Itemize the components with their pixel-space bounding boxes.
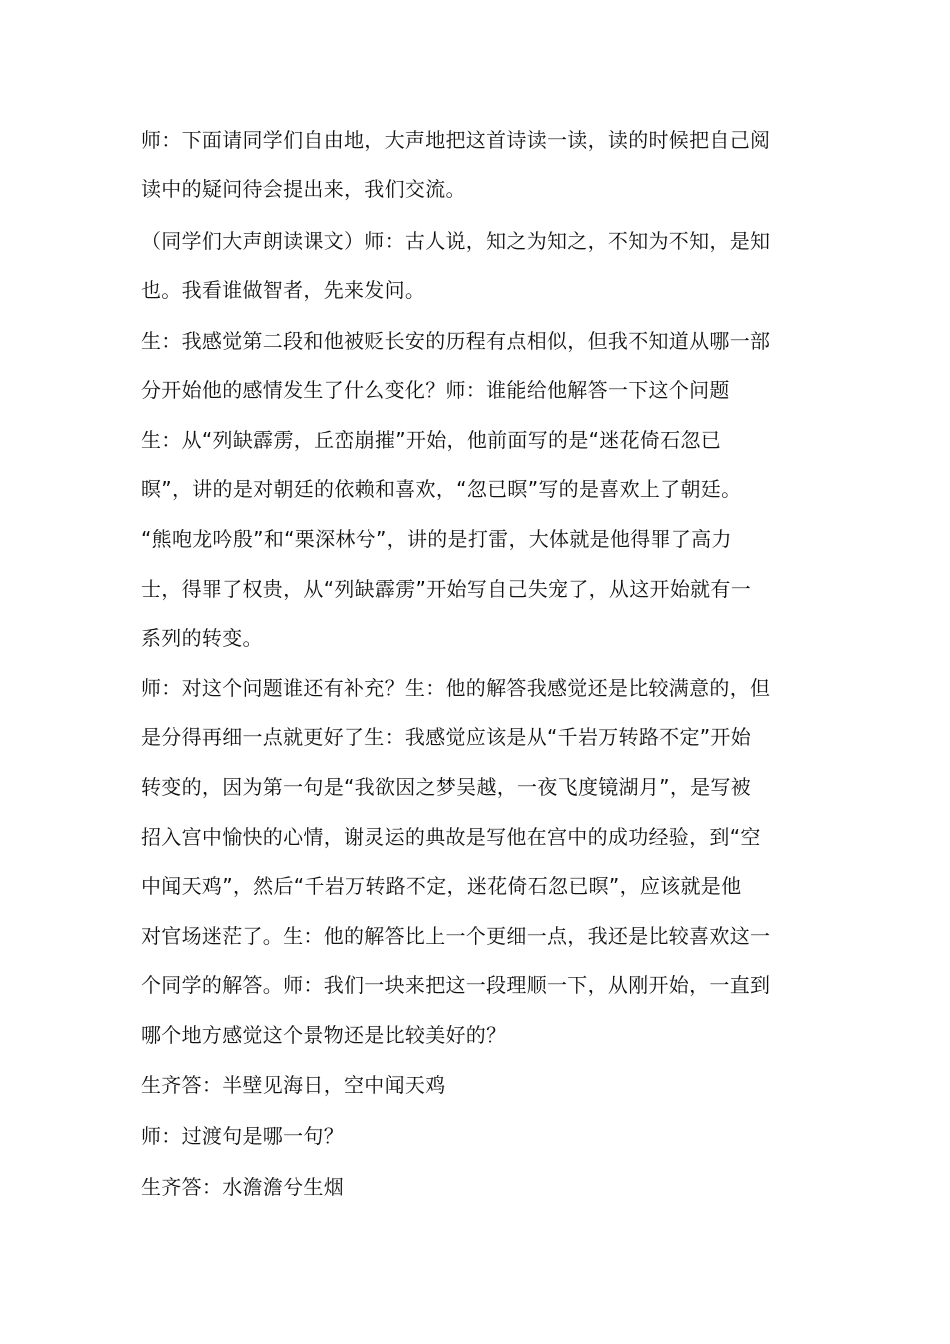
text-line: 师：下面请同学们自由地，大声地把这首诗读一读，读的时候把自己阅 <box>141 128 771 152</box>
text-line: 中闻天鸡”，然后“千岩万转路不定，迷花倚石忽已暝”，应该就是他 <box>141 874 742 898</box>
text-line: 师：过渡句是哪一句？ <box>141 1124 344 1148</box>
text-line: 暝”，讲的是对朝廷的依赖和喜欢，“忽已暝”写的是喜欢上了朝廷。 <box>141 477 742 501</box>
text-line: 士，得罪了权贵，从“列缺霹雳”开始写自己失宠了，从这开始就有一 <box>141 577 752 601</box>
text-line: 哪个地方感觉这个景物还是比较美好的？ <box>141 1023 507 1047</box>
text-line: 招入宫中愉快的心情，谢灵运的典故是写他在宫中的成功经验，到“空 <box>141 825 761 849</box>
text-line: 也。我看谁做智者，先来发问。 <box>141 278 426 302</box>
text-line: （同学们大声朗读课文）师：古人说，知之为知之，不知为不知，是知 <box>141 229 771 253</box>
text-line: 系列的转变。 <box>141 626 263 650</box>
text-line: 生：我感觉第二段和他被贬长安的历程有点相似，但我不知道从哪一部 <box>141 329 771 353</box>
text-line: 对官场迷茫了。生：他的解答比上一个更细一点，我还是比较喜欢这一 <box>141 924 771 948</box>
text-line: “熊咆龙吟殷”和“栗深林兮”，讲的是打雷，大体就是他得罪了高力 <box>141 527 732 551</box>
text-line: 师：对这个问题谁还有补充？生：他的解答我感觉还是比较满意的，但 <box>141 676 771 700</box>
text-line: 生齐答：半壁见海日，空中闻天鸡 <box>141 1073 446 1097</box>
text-line: 生：从“列缺霹雳，丘峦崩摧”开始，他前面写的是“迷花倚石忽已 <box>141 428 722 452</box>
text-line: 生齐答：水澹澹兮生烟 <box>141 1175 344 1199</box>
text-line: 是分得再细一点就更好了生：我感觉应该是从“千岩万转路不定”开始 <box>141 725 752 749</box>
text-line: 读中的疑问待会提出来，我们交流。 <box>141 177 466 201</box>
text-line: 分开始他的感情发生了什么变化？师：谁能给他解答一下这个问题 <box>141 378 730 402</box>
text-line: 转变的，因为第一句是“我欲因之梦吴越，一夜飞度镜湖月”，是写被 <box>141 775 752 799</box>
text-line: 个同学的解答。师：我们一块来把这一段理顺一下，从刚开始，一直到 <box>141 973 771 997</box>
